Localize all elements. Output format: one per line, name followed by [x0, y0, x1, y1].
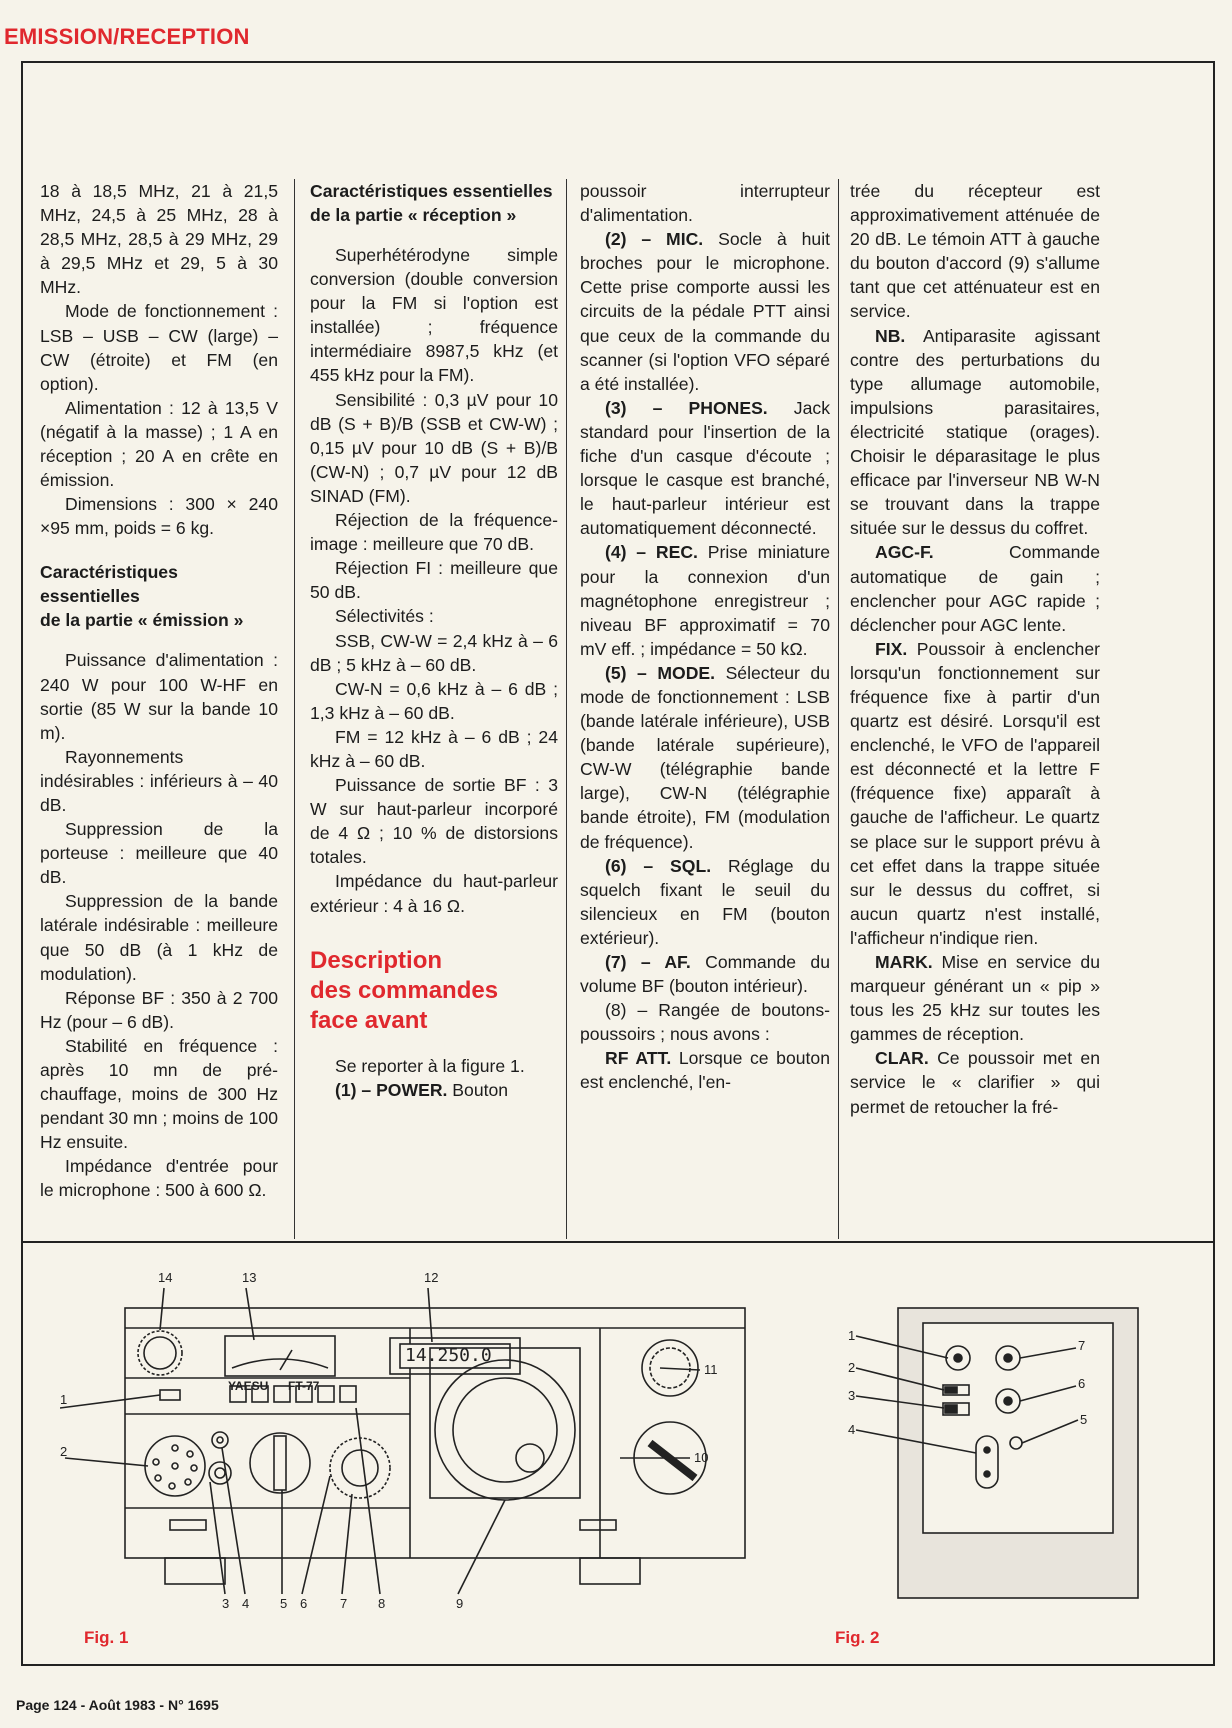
- paragraph: Stabilité en fréquence : après 10 mn de pré-chauffage, moins de 300 Hz pendant 30 mn ; moins de 100 Hz ensuite.: [40, 1035, 278, 1153]
- callout: 4: [848, 1422, 856, 1437]
- callout: 2: [848, 1360, 856, 1375]
- paragraph: Alimentation : 12 à 13,5 V (négatif à la masse) ; 1 A en réception ; 20 A en crête en émission.: [40, 397, 278, 491]
- paragraph: Impédance d'entrée pour le microphone : 500 à 600 Ω.: [40, 1156, 278, 1201]
- figure-1-front-panel: [60, 1258, 780, 1618]
- heading-reception: Caractéristiques essentielles de la partie « réception »: [310, 181, 553, 225]
- heading-description: Description des commandes face avant: [310, 946, 499, 1034]
- callout: 12: [424, 1270, 439, 1285]
- figure-2-top-trap: [808, 1258, 1208, 1618]
- callout: 13: [242, 1270, 257, 1285]
- callout: 6: [300, 1596, 308, 1611]
- callout: 11: [704, 1362, 718, 1377]
- paragraph: Réjection de la fréquence-image : meilleure que 70 dB.: [310, 510, 558, 555]
- callout: 10: [694, 1450, 709, 1465]
- callout: 1: [60, 1392, 68, 1407]
- paragraph: MARK. Mise en service du marqueur générant un « pip » tous les 25 kHz sur toutes les gammes de réception.: [850, 952, 1100, 1045]
- figure-2-caption: Fig. 2: [835, 1628, 880, 1647]
- paragraph: RF ATT. Lorsque ce bouton est enclenché, l'en-: [580, 1048, 830, 1093]
- callout: 9: [456, 1596, 464, 1611]
- heading-emission: Caractéristiques essentielles de la partie « émission »: [40, 562, 244, 631]
- model-label: FT-77: [288, 1379, 320, 1393]
- paragraph: (2) – MIC. Socle à huit broches pour le microphone. Cette prise comporte aussi les circuits de la pédale PTT ainsi que ceux de la commande du scanner (si l'option VFO séparé a été installée).: [580, 229, 831, 394]
- callout: 6: [1078, 1376, 1086, 1391]
- paragraph: (5) – MODE. Sélecteur du mode de fonctionnement : LSB (bande latérale inférieure), USB (bande latérale supérieure), CW-W (télégraphie bande large), CW-N (télégraphie bande étroite), FM (modulation de fréquence).: [580, 662, 830, 852]
- paragraph: AGC-F. Commande automatique de gain ; enclencher pour AGC rapide ; déclencher pour AGC lente.: [850, 542, 1100, 635]
- column-rule: [566, 179, 567, 1239]
- paragraph: CLAR. Ce poussoir met en service le « clarifier » qui permet de retoucher la fré-: [850, 1048, 1100, 1117]
- callout: 5: [1080, 1412, 1088, 1427]
- callout: 3: [222, 1596, 230, 1611]
- paragraph: Dimensions : 300 × 240 ×95 mm, poids = 6 kg.: [40, 494, 278, 539]
- callout: 14: [158, 1270, 173, 1285]
- column-2: [310, 179, 558, 1102]
- section-header: EMISSION/RECEPTION: [4, 24, 250, 49]
- paragraph: FIX. Poussoir à enclencher lorsqu'un fonctionnement sur fréquence fixe à partir d'un quartz est désiré. Lorsqu'il est enclenché, le VFO de l'appareil est déconnecté et la lettre F (fréquence fixe) apparaît à gauche de l'afficheur. Le quartz se place sur le support prévu à cet effet dans la trappe située sur le dessus du coffret, si aucun quartz n'est installé, l'afficheur n'indique rien.: [850, 638, 1100, 948]
- paragraph: (1) – POWER. Bouton: [335, 1079, 509, 1100]
- paragraph: Réjection FI : meilleure que 50 dB.: [310, 558, 558, 603]
- callout: 8: [378, 1596, 386, 1611]
- paragraph: NB. Antiparasite agissant contre des perturbations du type allumage automobile, impulsions parasitaires, électricité statique (orages). Choisir le déparasitage le plus efficace par l'inverseur NB W-N se trouvant dans la trappe située sur le dessus du coffret.: [850, 325, 1100, 539]
- figure-divider: [21, 1241, 1215, 1243]
- paragraph: Sélectivités :: [335, 606, 434, 627]
- callout: 1: [848, 1328, 856, 1343]
- paragraph: FM = 12 kHz à – 6 dB ; 24 kHz à – 60 dB.: [310, 726, 558, 771]
- paragraph: Se reporter à la figure 1.: [335, 1055, 525, 1076]
- column-rule: [838, 179, 839, 1239]
- column-4: [850, 179, 1100, 1119]
- callout: 3: [848, 1388, 856, 1403]
- paragraph: (7) – AF. Commande du volume BF (bouton intérieur).: [580, 952, 830, 997]
- paragraph: trée du récepteur est approximativement atténuée de 20 dB. Le témoin ATT à gauche du bouton d'accord (9) s'allume tant que cet atténuateur est en service.: [850, 181, 1100, 322]
- column-1: [40, 179, 278, 1203]
- paragraph: 18 à 18,5 MHz, 21 à 21,5 MHz, 24,5 à 25 MHz, 28 à 28,5 MHz, 28,5 à 29 MHz, 29 à 29,5 MHz et 29, 5 à 30 MHz.: [40, 181, 278, 298]
- callout: 7: [340, 1596, 348, 1611]
- brand-label: YAESU: [228, 1379, 269, 1393]
- paragraph: Suppression de la porteuse : meilleure que 40 dB.: [40, 819, 278, 888]
- paragraph: (6) – SQL. Réglage du squelch fixant le seuil du silencieux en FM (bouton extérieur).: [580, 855, 831, 948]
- paragraph: (4) – REC. Prise miniature pour la connexion d'un magnétophone enregistreur ; niveau BF approximatif = 70 mV eff. ; impédance = 50 kΩ.: [580, 542, 830, 659]
- paragraph: Rayonnements indésirables : inférieurs à – 40 dB.: [40, 746, 278, 815]
- paragraph: Puissance d'alimentation : 240 W pour 100 W-HF en sortie (85 W sur la bande 10 m).: [40, 650, 278, 743]
- paragraph: Superhétérodyne simple conversion (double conversion pour la FM si l'option est installée) ; fréquence intermédiaire 8987,5 kHz (et 455 kHz pour la FM).: [310, 245, 558, 386]
- frequency-display: 14.250.0: [405, 1345, 492, 1366]
- paragraph: poussoir interrupteur d'alimentation.: [580, 181, 830, 226]
- figure-1-caption: Fig. 1: [84, 1628, 129, 1647]
- paragraph: Mode de fonctionnement : LSB – USB – CW (large) – CW (étroite) et FM (en option).: [40, 301, 278, 394]
- column-3: [580, 179, 830, 1095]
- callout: 7: [1078, 1338, 1086, 1353]
- paragraph: (3) – PHONES. Jack standard pour l'insertion de la fiche d'un casque d'écoute ; lorsque le casque est branché, le haut-parleur intérieur est automatiquement déconnecté.: [580, 397, 830, 539]
- callout: 5: [280, 1596, 288, 1611]
- column-rule: [294, 179, 295, 1239]
- paragraph: Impédance du haut-parleur extérieur : 4 à 16 Ω.: [310, 871, 558, 916]
- paragraph: Suppression de la bande latérale indésirable : meilleure que 50 dB (à 1 kHz de modulation).: [40, 891, 278, 984]
- paragraph: Puissance de sortie BF : 3 W sur haut-parleur incorporé de 4 Ω ; 10 % de distorsions totales.: [310, 775, 558, 868]
- paragraph: Réponse BF : 350 à 2 700 Hz (pour – 6 dB).: [40, 987, 278, 1032]
- callout: 2: [60, 1444, 68, 1459]
- paragraph: (8) – Rangée de boutons-poussoirs ; nous avons :: [580, 1000, 830, 1045]
- page-footer: Page 124 - Août 1983 - N° 1695: [16, 1697, 219, 1713]
- paragraph: Sensibilité : 0,3 µV pour 10 dB (S + B)/B (SSB et CW-W) ; 0,15 µV pour 10 dB (S + B)/B (CW-N) ; 0,7 µV pour 12 dB SINAD (FM).: [310, 389, 558, 506]
- paragraph: CW-N = 0,6 kHz à – 6 dB ; 1,3 kHz à – 60 dB.: [310, 678, 558, 723]
- paragraph: SSB, CW-W = 2,4 kHz à – 6 dB ; 5 kHz à – 60 dB.: [310, 630, 558, 675]
- callout: 4: [242, 1596, 250, 1611]
